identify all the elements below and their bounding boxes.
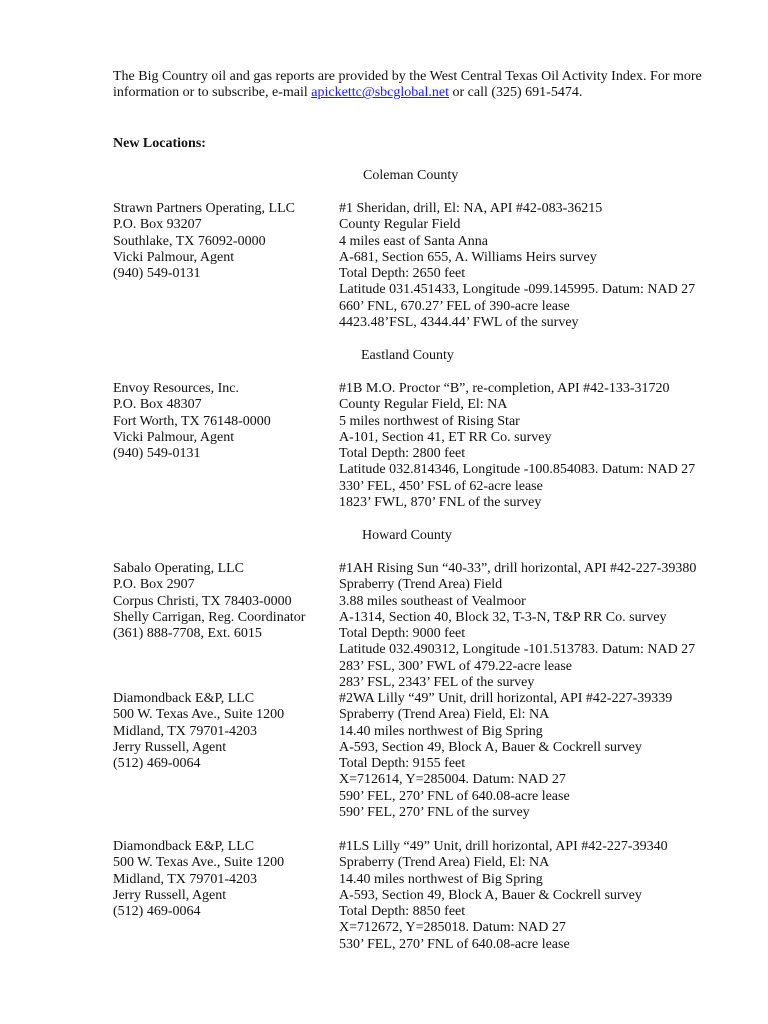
well-line: Spraberry (Trend Area) Field, El: NA bbox=[339, 855, 550, 871]
intro-text-end: or call (325) 691-5474. bbox=[448, 85, 583, 101]
well-line: 530’ FEL, 270’ FNL of 640.08-acre lease bbox=[339, 936, 570, 952]
well-line: 5 miles northwest of Rising Star bbox=[339, 413, 520, 429]
well-block bbox=[339, 381, 759, 511]
operator-line: (940) 549-0131 bbox=[113, 266, 201, 282]
well-line: 660’ FNL, 670.27’ FEL of 390-acre lease bbox=[339, 298, 570, 314]
operator-line: Sabalo Operating, LLC bbox=[113, 561, 245, 576]
well-line: 4423.48’FSL, 4344.44’ FWL of the survey bbox=[339, 315, 579, 331]
operator-line: P.O. Box 93207 bbox=[113, 217, 202, 233]
well-block bbox=[339, 691, 759, 821]
well-line: 283’ FSL, 2343’ FEL of the survey bbox=[339, 675, 535, 691]
operator-line: (940) 549-0131 bbox=[113, 446, 201, 462]
operator-line: Southlake, TX 76092-0000 bbox=[113, 233, 266, 249]
operator-line: Diamondback E&P, LLC bbox=[113, 839, 255, 854]
well-line: 590’ FEL, 270’ FNL of the survey bbox=[339, 805, 530, 821]
operator-block bbox=[113, 691, 333, 772]
operator-line: 500 W. Texas Ave., Suite 1200 bbox=[113, 707, 285, 723]
well-line: A-593, Section 49, Block A, Bauer & Cockrell survey bbox=[339, 739, 642, 755]
well-line: Total Depth: 2650 feet bbox=[339, 266, 466, 282]
operator-line: Midland, TX 79701-4203 bbox=[113, 871, 258, 887]
well-line: Latitude 032.814346, Longitude -100.854083. Datum: NAD 27 bbox=[339, 462, 696, 478]
well-line: County Regular Field bbox=[339, 217, 461, 233]
operator-line: Corpus Christi, TX 78403-0000 bbox=[113, 593, 292, 609]
county-heading: Eastland County bbox=[361, 348, 454, 363]
well-block bbox=[339, 839, 759, 953]
well-line: Total Depth: 9155 feet bbox=[339, 756, 466, 772]
operator-line: Shelly Carrigan, Reg. Coordinator bbox=[113, 609, 306, 625]
operator-line: P.O. Box 2907 bbox=[113, 577, 195, 593]
county-heading: Coleman County bbox=[363, 168, 459, 183]
well-block bbox=[339, 201, 759, 331]
well-line: #2WA Lilly “49” Unit, drill horizontal, API #42-227-39339 bbox=[339, 691, 673, 706]
operator-block bbox=[113, 561, 333, 642]
operator-line: Vicki Palmour, Agent bbox=[113, 429, 235, 445]
operator-line: Midland, TX 79701-4203 bbox=[113, 723, 258, 739]
operator-line: Envoy Resources, Inc. bbox=[113, 381, 239, 396]
well-line: County Regular Field, El: NA bbox=[339, 397, 508, 413]
well-line: Latitude 032.490312, Longitude -101.513783. Datum: NAD 27 bbox=[339, 642, 696, 658]
well-line: 330’ FEL, 450’ FSL of 62-acre lease bbox=[339, 478, 543, 494]
well-line: 3.88 miles southeast of Vealmoor bbox=[339, 593, 526, 609]
operator-line: Vicki Palmour, Agent bbox=[113, 249, 235, 265]
operator-line: Jerry Russell, Agent bbox=[113, 739, 227, 755]
operator-block bbox=[113, 381, 333, 462]
operator-line: Jerry Russell, Agent bbox=[113, 887, 227, 903]
operator-block bbox=[113, 839, 333, 920]
well-line: Total Depth: 2800 feet bbox=[339, 446, 466, 462]
well-line: Total Depth: 8850 feet bbox=[339, 904, 466, 920]
operator-line: Strawn Partners Operating, LLC bbox=[113, 201, 295, 216]
well-line: Latitude 031.451433, Longitude -099.145995. Datum: NAD 27 bbox=[339, 282, 696, 298]
well-line: A-101, Section 41, ET RR Co. survey bbox=[339, 429, 552, 445]
operator-block bbox=[113, 201, 333, 282]
operator-line: P.O. Box 48307 bbox=[113, 397, 202, 413]
well-line: #1LS Lilly “49” Unit, drill horizontal, API #42-227-39340 bbox=[339, 839, 668, 854]
operator-line: (512) 469-0064 bbox=[113, 756, 201, 772]
well-line: X=712614, Y=285004. Datum: NAD 27 bbox=[339, 772, 566, 788]
well-line: A-593, Section 49, Block A, Bauer & Cockrell survey bbox=[339, 887, 642, 903]
well-line: 1823’ FWL, 870’ FNL of the survey bbox=[339, 495, 542, 511]
well-line: #1AH Rising Sun “40-33”, drill horizontal, API #42-227-39380 bbox=[339, 561, 697, 576]
well-line: Total Depth: 9000 feet bbox=[339, 626, 466, 642]
operator-line: 500 W. Texas Ave., Suite 1200 bbox=[113, 855, 285, 871]
intro-text: The Big Country oil and gas reports are provided by the West Central Texas Oil Activity Index. For more information or to subscribe, e-mail bbox=[113, 69, 702, 101]
well-block bbox=[339, 561, 759, 691]
well-line: X=712672, Y=285018. Datum: NAD 27 bbox=[339, 920, 566, 936]
operator-line: Diamondback E&P, LLC bbox=[113, 691, 255, 706]
well-line: Spraberry (Trend Area) Field bbox=[339, 577, 503, 593]
well-line: 590’ FEL, 270’ FNL of 640.08-acre lease bbox=[339, 788, 570, 804]
well-line: 4 miles east of Santa Anna bbox=[339, 233, 488, 249]
well-line: A-681, Section 655, A. Williams Heirs survey bbox=[339, 249, 597, 265]
operator-line: (361) 888-7708, Ext. 6015 bbox=[113, 626, 262, 642]
well-line: 14.40 miles northwest of Big Spring bbox=[339, 871, 543, 887]
well-line: 283’ FSL, 300’ FWL of 479.22-acre lease bbox=[339, 658, 573, 674]
operator-line: (512) 469-0064 bbox=[113, 904, 201, 920]
well-line: #1 Sheridan, drill, El: NA, API #42-083-36215 bbox=[339, 201, 603, 216]
well-line: #1B M.O. Proctor “B”, re-completion, API #42-133-31720 bbox=[339, 381, 670, 396]
well-line: Spraberry (Trend Area) Field, El: NA bbox=[339, 707, 550, 723]
intro-paragraph bbox=[113, 69, 713, 102]
section-heading: New Locations: bbox=[113, 136, 206, 151]
well-line: 14.40 miles northwest of Big Spring bbox=[339, 723, 543, 739]
email-link[interactable]: apickettc@sbcglobal.net bbox=[311, 85, 449, 101]
well-line: A-1314, Section 40, Block 32, T-3-N, T&P RR Co. survey bbox=[339, 609, 667, 625]
county-heading: Howard County bbox=[362, 528, 452, 543]
operator-line: Fort Worth, TX 76148-0000 bbox=[113, 413, 271, 429]
